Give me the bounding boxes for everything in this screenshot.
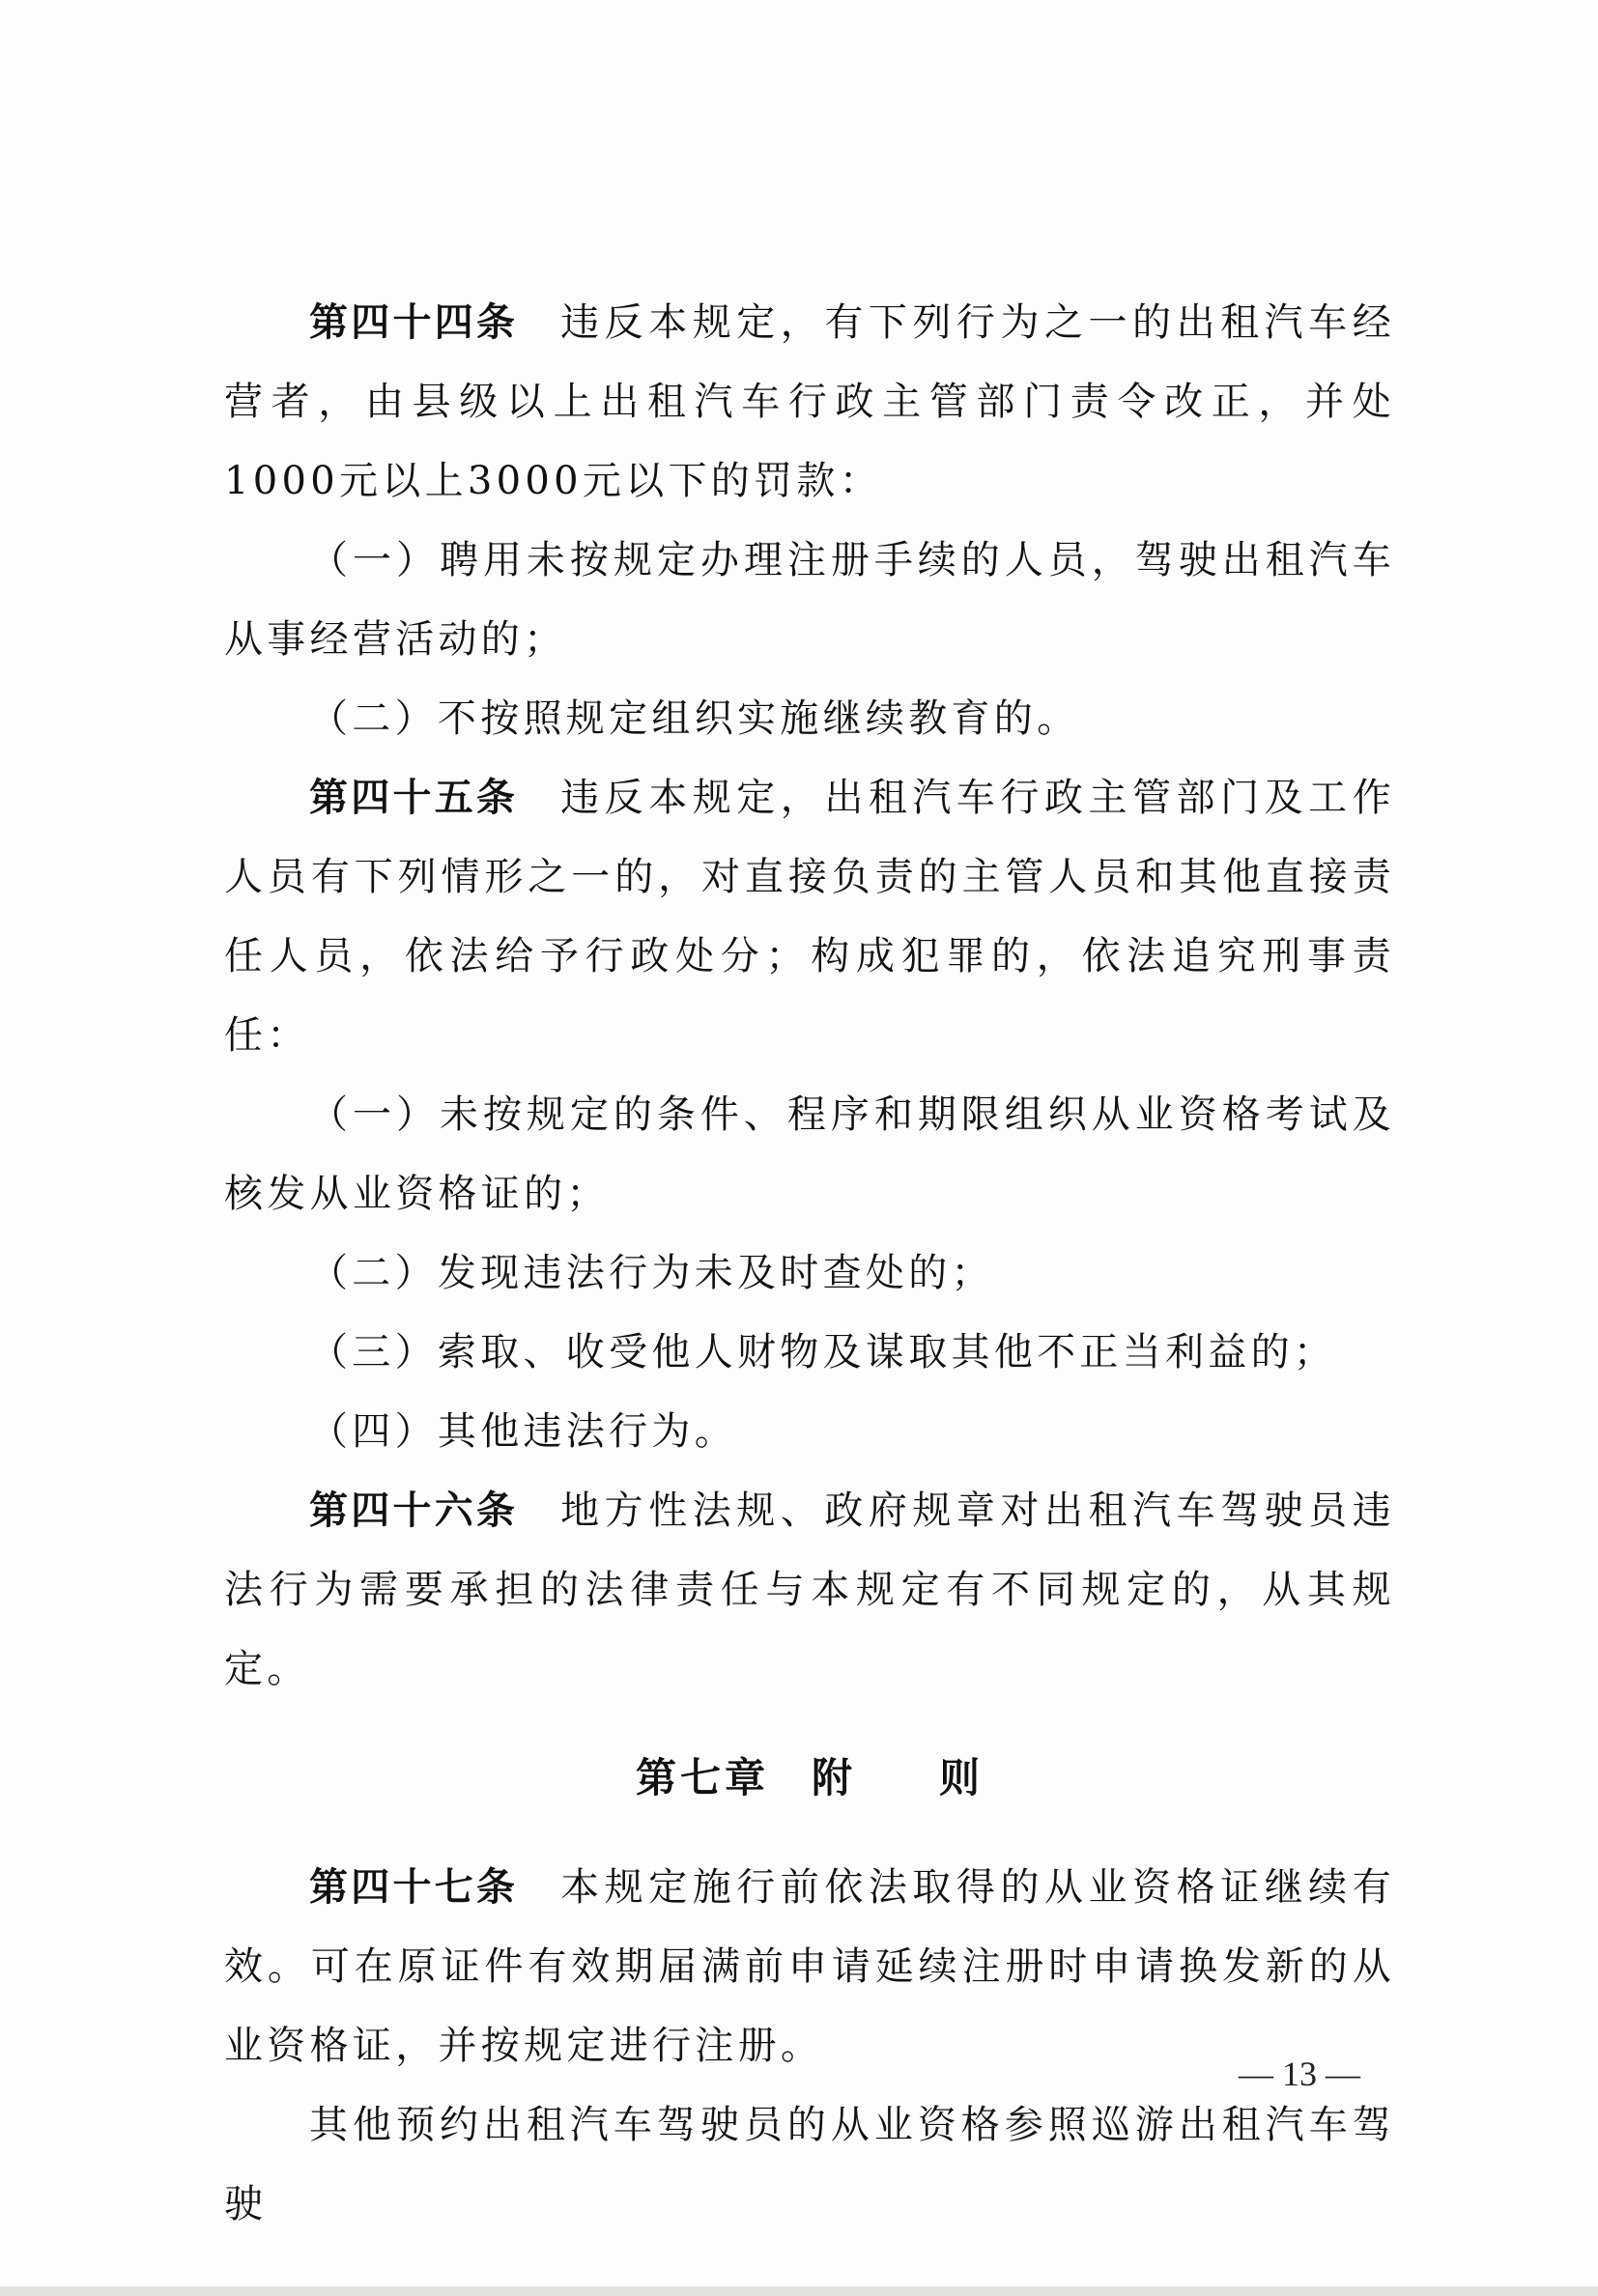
document-body — [224, 283, 1395, 2244]
clause-item: （一）聘用未按规定办理注册手续的人员，驾驶出租汽车从事经营活动的； — [224, 538, 1395, 662]
clause-item: （四）其他违法行为。 — [309, 1409, 737, 1454]
article-text: 地方性法规、政府规章对出租汽车驾驶员违法行为需要承担的法律责任与本规定有不同规定的，从其规定。 — [224, 1488, 1396, 1691]
article-46 — [224, 1471, 1395, 1709]
clause-item: （三）索取、收受他人财物及谋取其他不正当利益的； — [309, 1330, 1337, 1375]
article-text: 违反本规定，出租汽车行政主管部门及工作人员有下列情形之一的，对直接负责的主管人员和其他直接责任人员，依法给予行政处分；构成犯罪的，依法追究刑事责任： — [224, 776, 1396, 1058]
scan-edge — [0, 2286, 1598, 2296]
article-text: 违反本规定，有下列行为之一的出租汽车经营者，由县级以上出租汽车行政主管部门责令改正，并处1000元以上3000元以下的罚款： — [224, 300, 1396, 503]
chapter-heading — [224, 1730, 1395, 1827]
article-label: 第四十六条 — [309, 1488, 519, 1533]
clause-item: （二）发现违法行为未及时查处的； — [309, 1251, 994, 1295]
article-text: 本规定施行前依法取得的从业资格证继续有效。可在原证件有效期届满前申请延续注册时申请换发新的从业资格证，并按规定进行注册。 — [224, 1865, 1396, 2068]
article-label: 第四十四条 — [309, 300, 519, 345]
paragraph: 其他预约出租汽车驾驶员的从业资格参照巡游出租汽车驾驶 — [224, 2103, 1395, 2226]
clause-item: （二）不按照规定组织实施继续教育的。 — [309, 696, 1080, 741]
chapter-title-part: 附 — [811, 1754, 856, 1801]
clause-item: （一）未按规定的条件、程序和期限组织从业资格考试及核发从业资格证的； — [224, 1092, 1395, 1216]
article-label: 第四十五条 — [309, 776, 519, 820]
page-number: — 13 — — [1239, 2055, 1360, 2093]
article-44 — [224, 283, 1395, 521]
chapter-title-part: 则 — [939, 1754, 984, 1801]
article-label: 第四十七条 — [309, 1865, 519, 1910]
article-45 — [224, 758, 1395, 1075]
chapter-number: 第七章 — [635, 1754, 769, 1801]
